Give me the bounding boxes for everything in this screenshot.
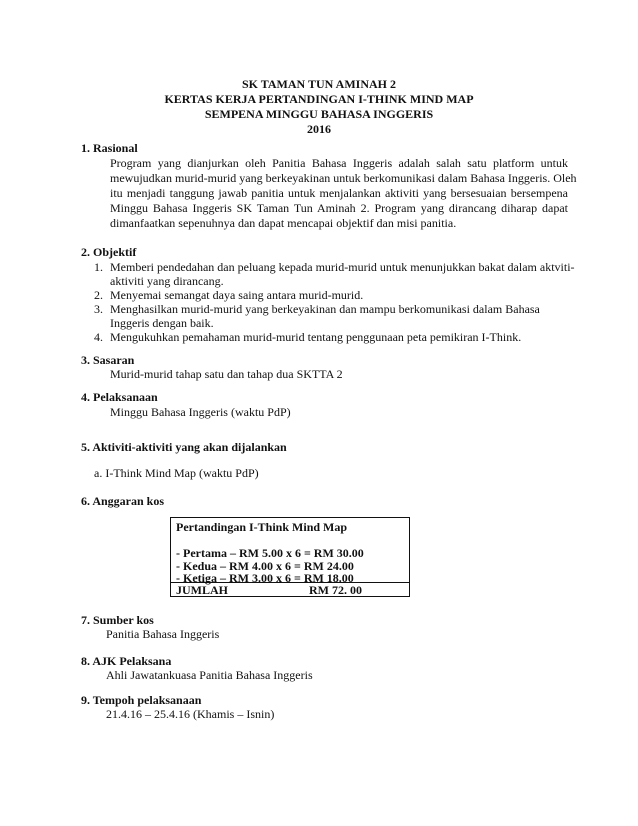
event-name: SEMPENA MINGGU BAHASA INGGERIS: [204, 107, 434, 121]
objektif-item-text: aktiviti yang dirancang.: [110, 274, 224, 288]
objektif-item-text: Menyemai semangat daya saing antara murid-murid.: [110, 288, 364, 302]
section-heading-sumber: 7. Sumber kos: [81, 613, 154, 627]
section-heading-ajk: 8. AJK Pelaksana: [81, 654, 172, 668]
objektif-item-text: Memberi pendedahan dan peluang kepada murid-murid untuk menunjukkan bakat dalam aktviti-: [110, 260, 575, 274]
rasional-line: Minggu Bahasa Inggeris SK Taman Tun Aminah 2. Program yang dirancang diharap dapat: [110, 201, 568, 215]
tempoh-text: 21.4.16 – 25.4.16 (Khamis – Isnin): [106, 707, 275, 721]
cost-total-row: [171, 582, 409, 598]
rasional-line: dimanfaatkan sepenuhnya dan dapat mencapai objektif dan misi panitia.: [110, 216, 457, 230]
section-heading-tempoh: 9. Tempoh pelaksanaan: [81, 693, 202, 707]
document-year: 2016: [307, 122, 331, 136]
rasional-line: Program yang dianjurkan oleh Panitia Bahasa Inggeris adalah salah satu platform untuk: [110, 156, 568, 170]
rasional-paragraph: [110, 156, 577, 231]
cost-total-label: JUMLAH: [176, 583, 228, 597]
section-heading-objektif: 2. Objektif: [81, 245, 137, 259]
aktiviti-item: a. I-Think Mind Map (waktu PdP): [94, 466, 259, 480]
objektif-item-number: 2.: [94, 288, 103, 302]
cost-table: [170, 517, 410, 597]
document-title: KERTAS KERJA PERTANDINGAN I-THINK MIND MAP: [164, 92, 474, 106]
sasaran-text: Murid-murid tahap satu dan tahap dua SKTTA 2: [110, 367, 343, 381]
sumber-text: Panitia Bahasa Inggeris: [106, 627, 220, 641]
cost-line: - Kedua – RM 4.00 x 6 = RM 24.00: [176, 559, 354, 573]
section-heading-sasaran: 3. Sasaran: [81, 353, 135, 367]
cost-line: - Ketiga – RM 3.00 x 6 = RM 18.00: [176, 571, 354, 585]
document-header: [0, 77, 638, 137]
rasional-line: itu menjadi tanggung jawab panitia untuk menjalankan aktiviti yang bersesuaian bersempena: [110, 186, 568, 200]
pelaksanaan-text: Minggu Bahasa Inggeris (waktu PdP): [110, 405, 291, 419]
ajk-text: Ahli Jawatankuasa Panitia Bahasa Inggeris: [106, 668, 313, 682]
objektif-item-number: 1.: [94, 260, 103, 274]
cost-line: - Pertama – RM 5.00 x 6 = RM 30.00: [176, 546, 364, 560]
section-heading-pelaksanaan: 4. Pelaksanaan: [81, 390, 158, 404]
objektif-item-number: 3.: [94, 302, 103, 316]
objektif-item-text: Inggeris dengan baik.: [110, 316, 214, 330]
rasional-line: mewujudkan murid-murid yang berkeyakinan untuk berkomunikasi dalam Bahasa Inggeris. Oleh: [110, 171, 577, 185]
section-heading-rasional: 1. Rasional: [81, 141, 138, 155]
section-heading-aktiviti: 5. Aktiviti-aktiviti yang akan dijalankan: [81, 440, 287, 454]
cost-table-title: Pertandingan I-Think Mind Map: [176, 520, 348, 534]
objektif-item-number: 4.: [94, 330, 103, 344]
cost-total-value: RM 72. 00: [309, 583, 362, 597]
school-name: SK TAMAN TUN AMINAH 2: [241, 77, 396, 91]
objektif-item-text: Menghasilkan murid-murid yang berkeyakinan dan mampu berkomunikasi dalam Bahasa: [110, 302, 540, 316]
section-heading-anggaran: 6. Anggaran kos: [81, 494, 165, 508]
objektif-item-text: Mengukuhkan pemahaman murid-murid tentang penggunaan peta pemikiran I-Think.: [110, 330, 522, 344]
